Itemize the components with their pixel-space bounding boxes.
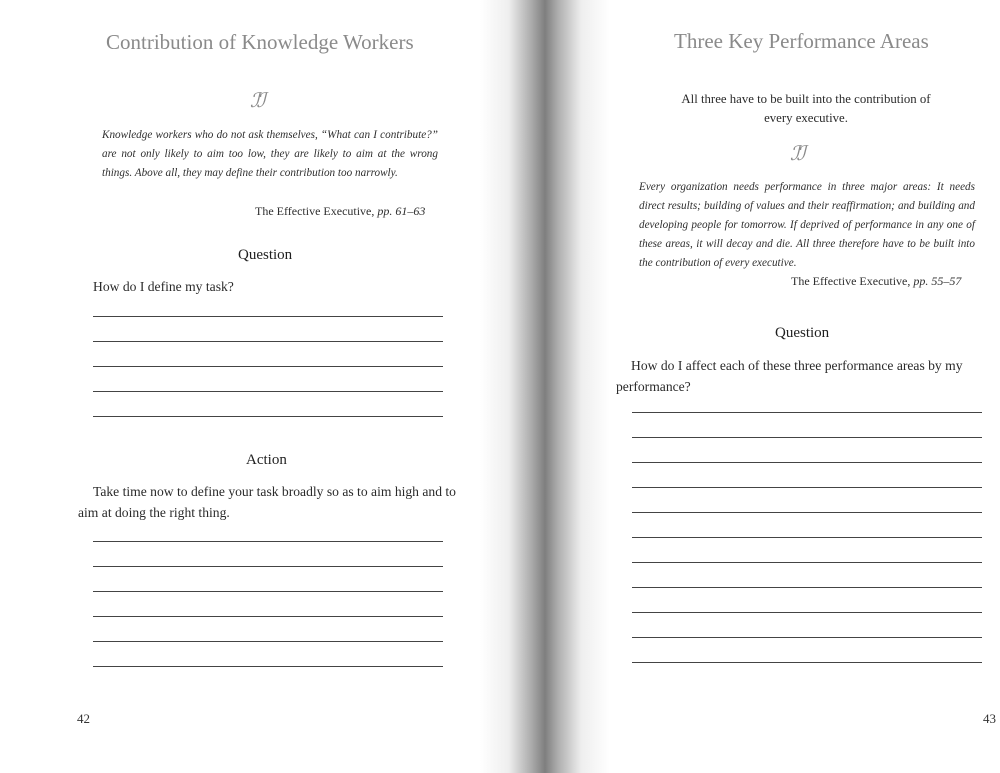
writing-line[interactable] [632,413,982,438]
writing-line[interactable] [632,513,982,538]
left-quote: Knowledge workers who do not ask themselves, “What can I contribute?” are not only likely to aim too low, they are likely to aim at the wrong things. Above all, they may define their contribution too narrowly. [102,129,438,179]
writing-line[interactable] [93,367,443,392]
writing-line[interactable] [93,592,443,617]
writing-line[interactable] [632,538,982,563]
right-page [560,0,1000,773]
writing-line[interactable] [632,563,982,588]
writing-line[interactable] [93,392,443,417]
right-page-title: Three Key Performance Areas [674,29,929,53]
right-intro: All three have to be built into the contribution of every executive. [681,92,931,125]
left-ornament-icon: ℐℐ [250,90,263,112]
writing-line[interactable] [93,317,443,342]
left-action-lines [93,517,443,667]
writing-line[interactable] [632,613,982,638]
writing-line[interactable] [632,463,982,488]
writing-line[interactable] [93,342,443,367]
left-page-number: 42 [77,711,90,726]
left-action-heading: Action [246,452,287,468]
writing-line[interactable] [93,567,443,592]
left-question-heading: Question [238,247,293,263]
right-question-heading: Question [775,325,830,341]
left-citation [255,204,425,219]
writing-line[interactable] [93,542,443,567]
right-quote: Every organization needs performance in three major areas: It needs direct results; building of values and their reaffirmation; and building and developing people for tomorrow. If deprived of performance in any one of these areas, it will decay and die. All three therefore have to be built into the contribution of every executive. [639,181,975,269]
right-ornament-icon: ℐℐ [790,143,803,165]
right-citation [791,274,961,289]
right-question-lines [632,388,982,663]
writing-line[interactable] [632,488,982,513]
right-question-text: How do I affect each of these three performance areas by my performance? [616,358,963,394]
writing-line[interactable] [93,642,443,667]
right-citation-pages: pp. 55–57 [913,274,962,288]
writing-line[interactable] [632,388,982,413]
left-question-text: How do I define my task? [93,279,234,294]
writing-line[interactable] [632,438,982,463]
left-citation-book: The Effective Executive, [255,204,375,218]
writing-line[interactable] [632,588,982,613]
writing-line[interactable] [632,638,982,663]
writing-line[interactable] [93,292,443,317]
right-citation-book: The Effective Executive, [791,274,911,288]
left-page-title: Contribution of Knowledge Workers [106,30,414,54]
left-question-lines [93,292,443,417]
writing-line[interactable] [93,617,443,642]
right-page-number: 43 [983,711,996,726]
left-citation-pages: pp. 61–63 [377,204,426,218]
writing-line[interactable] [93,517,443,542]
book-gutter-shadow [480,0,610,773]
left-action-text: Take time now to define your task broadly so as to aim high and to aim at doing the right thing. [78,484,456,520]
